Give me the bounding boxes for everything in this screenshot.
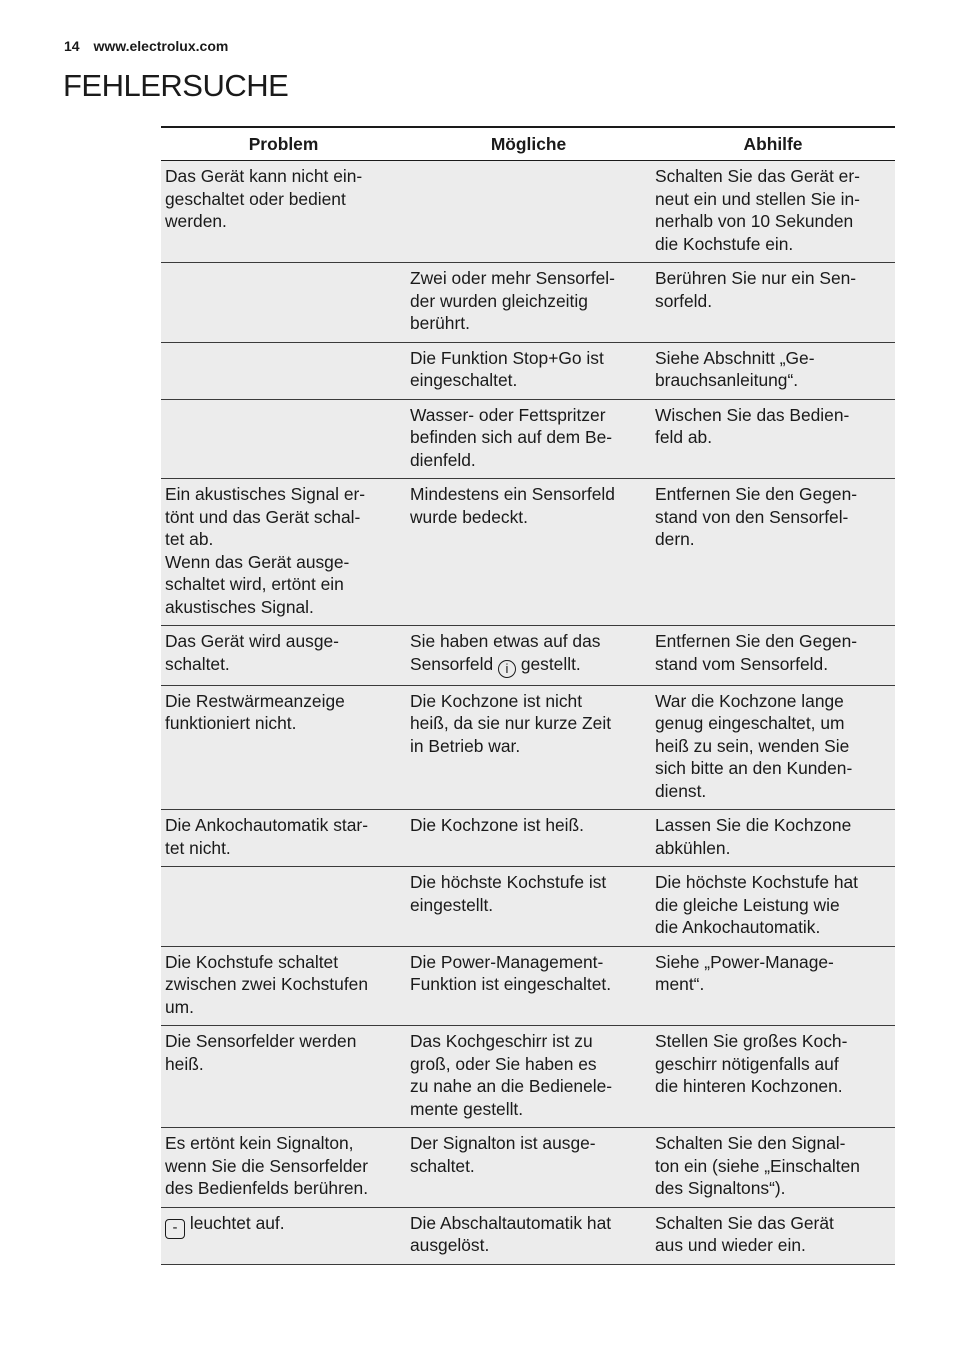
table-row bbox=[161, 626, 895, 686]
remedy-cell: Entfernen Sie den Gegen- stand von den Sensorfel- dern. bbox=[651, 479, 895, 626]
cause-cell bbox=[406, 626, 651, 686]
column-header-remedy: Abhilfe bbox=[651, 127, 895, 161]
remedy-cell: Siehe Abschnitt „Ge- brauchsanleitung“. bbox=[651, 342, 895, 399]
cause-cell: Die höchste Kochstufe ist eingestellt. bbox=[406, 867, 651, 947]
column-header-problem: Problem bbox=[161, 127, 406, 161]
cause-cell: Mindestens ein Sensorfeld wurde bedeckt. bbox=[406, 479, 651, 626]
problem-cell: Die Sensorfelder werden heiß. bbox=[161, 1026, 406, 1128]
table-row bbox=[161, 479, 895, 626]
info-circle-icon: i bbox=[498, 660, 516, 678]
table-row bbox=[161, 867, 895, 947]
remedy-cell: Siehe „Power-Manage- ment“. bbox=[651, 946, 895, 1026]
remedy-cell: Schalten Sie das Gerät aus und wieder ein. bbox=[651, 1207, 895, 1264]
troubleshooting-table bbox=[161, 126, 895, 1265]
cause-cell: Die Abschaltautomatik hat ausgelöst. bbox=[406, 1207, 651, 1264]
problem-cell: Die Restwärmeanzeige funktioniert nicht. bbox=[161, 685, 406, 810]
cause-text-after-icon: gestellt. bbox=[515, 653, 581, 674]
problem-text-after-icon: leuchtet auf. bbox=[185, 1212, 285, 1233]
problem-cell bbox=[161, 399, 406, 479]
website-link[interactable]: www.electrolux.com bbox=[93, 38, 229, 54]
remedy-cell: Stellen Sie großes Koch- geschirr nötigenfalls auf die hinteren Kochzonen. bbox=[651, 1026, 895, 1128]
page-header bbox=[64, 38, 228, 54]
cause-cell: Zwei oder mehr Sensorfel- der wurden gleichzeitig berührt. bbox=[406, 263, 651, 343]
problem-cell: Die Kochstufe schaltet zwischen zwei Kochstufen um. bbox=[161, 946, 406, 1026]
cause-cell: Die Funktion Stop+Go ist eingeschaltet. bbox=[406, 342, 651, 399]
cause-cell bbox=[406, 161, 651, 263]
minus-display-icon: - bbox=[165, 1219, 185, 1239]
page-number: 14 bbox=[64, 38, 80, 54]
table-header-row bbox=[161, 127, 895, 161]
remedy-cell: Berühren Sie nur ein Sen- sorfeld. bbox=[651, 263, 895, 343]
cause-cell: Die Kochzone ist nicht heiß, da sie nur kurze Zeit in Betrieb war. bbox=[406, 685, 651, 810]
problem-cell: Die Ankochautomatik star- tet nicht. bbox=[161, 810, 406, 867]
remedy-cell: Die höchste Kochstufe hat die gleiche Leistung wie die Ankochautomatik. bbox=[651, 867, 895, 947]
cause-text-before-icon: Sie haben etwas auf das Sensorfeld bbox=[410, 631, 601, 674]
problem-cell bbox=[161, 342, 406, 399]
table-row bbox=[161, 399, 895, 479]
page-title: FEHLERSUCHE bbox=[63, 68, 289, 103]
remedy-cell: War die Kochzone lange genug eingeschaltet, um heiß zu sein, wenden Sie sich bitte an den Kunden- dienst. bbox=[651, 685, 895, 810]
table-row bbox=[161, 810, 895, 867]
problem-cell: Das Gerät kann nicht ein- geschaltet oder bedient werden. bbox=[161, 161, 406, 263]
problem-cell: Es ertönt kein Signalton, wenn Sie die Sensorfelder des Bedienfelds berühren. bbox=[161, 1128, 406, 1208]
table-row bbox=[161, 1026, 895, 1128]
table-row bbox=[161, 342, 895, 399]
remedy-cell: Entfernen Sie den Gegen- stand vom Sensorfeld. bbox=[651, 626, 895, 686]
table-row bbox=[161, 1207, 895, 1264]
problem-cell bbox=[161, 867, 406, 947]
table-row bbox=[161, 1128, 895, 1208]
problem-cell bbox=[161, 1207, 406, 1264]
problem-cell: Ein akustisches Signal er- tönt und das Gerät schal- tet ab. Wenn das Gerät ausge- schaltet wird, ertönt ein akustisches Signal. bbox=[161, 479, 406, 626]
remedy-cell: Schalten Sie das Gerät er- neut ein und stellen Sie in- nerhalb von 10 Sekunden die Kochstufe ein. bbox=[651, 161, 895, 263]
cause-cell: Die Kochzone ist heiß. bbox=[406, 810, 651, 867]
table-row bbox=[161, 685, 895, 810]
column-header-cause: Mögliche bbox=[406, 127, 651, 161]
table-row bbox=[161, 161, 895, 263]
remedy-cell: Wischen Sie das Bedien- feld ab. bbox=[651, 399, 895, 479]
cause-cell: Das Kochgeschirr ist zu groß, oder Sie haben es zu nahe an die Bedienele- mente gestellt. bbox=[406, 1026, 651, 1128]
cause-cell: Der Signalton ist ausge- schaltet. bbox=[406, 1128, 651, 1208]
remedy-cell: Schalten Sie den Signal- ton ein (siehe „Einschalten des Signaltons“). bbox=[651, 1128, 895, 1208]
cause-cell: Die Power-Management- Funktion ist eingeschaltet. bbox=[406, 946, 651, 1026]
table-row bbox=[161, 263, 895, 343]
problem-cell: Das Gerät wird ausge- schaltet. bbox=[161, 626, 406, 686]
problem-cell bbox=[161, 263, 406, 343]
remedy-cell: Lassen Sie die Kochzone abkühlen. bbox=[651, 810, 895, 867]
table-row bbox=[161, 946, 895, 1026]
cause-cell: Wasser- oder Fettspritzer befinden sich auf dem Be- dienfeld. bbox=[406, 399, 651, 479]
